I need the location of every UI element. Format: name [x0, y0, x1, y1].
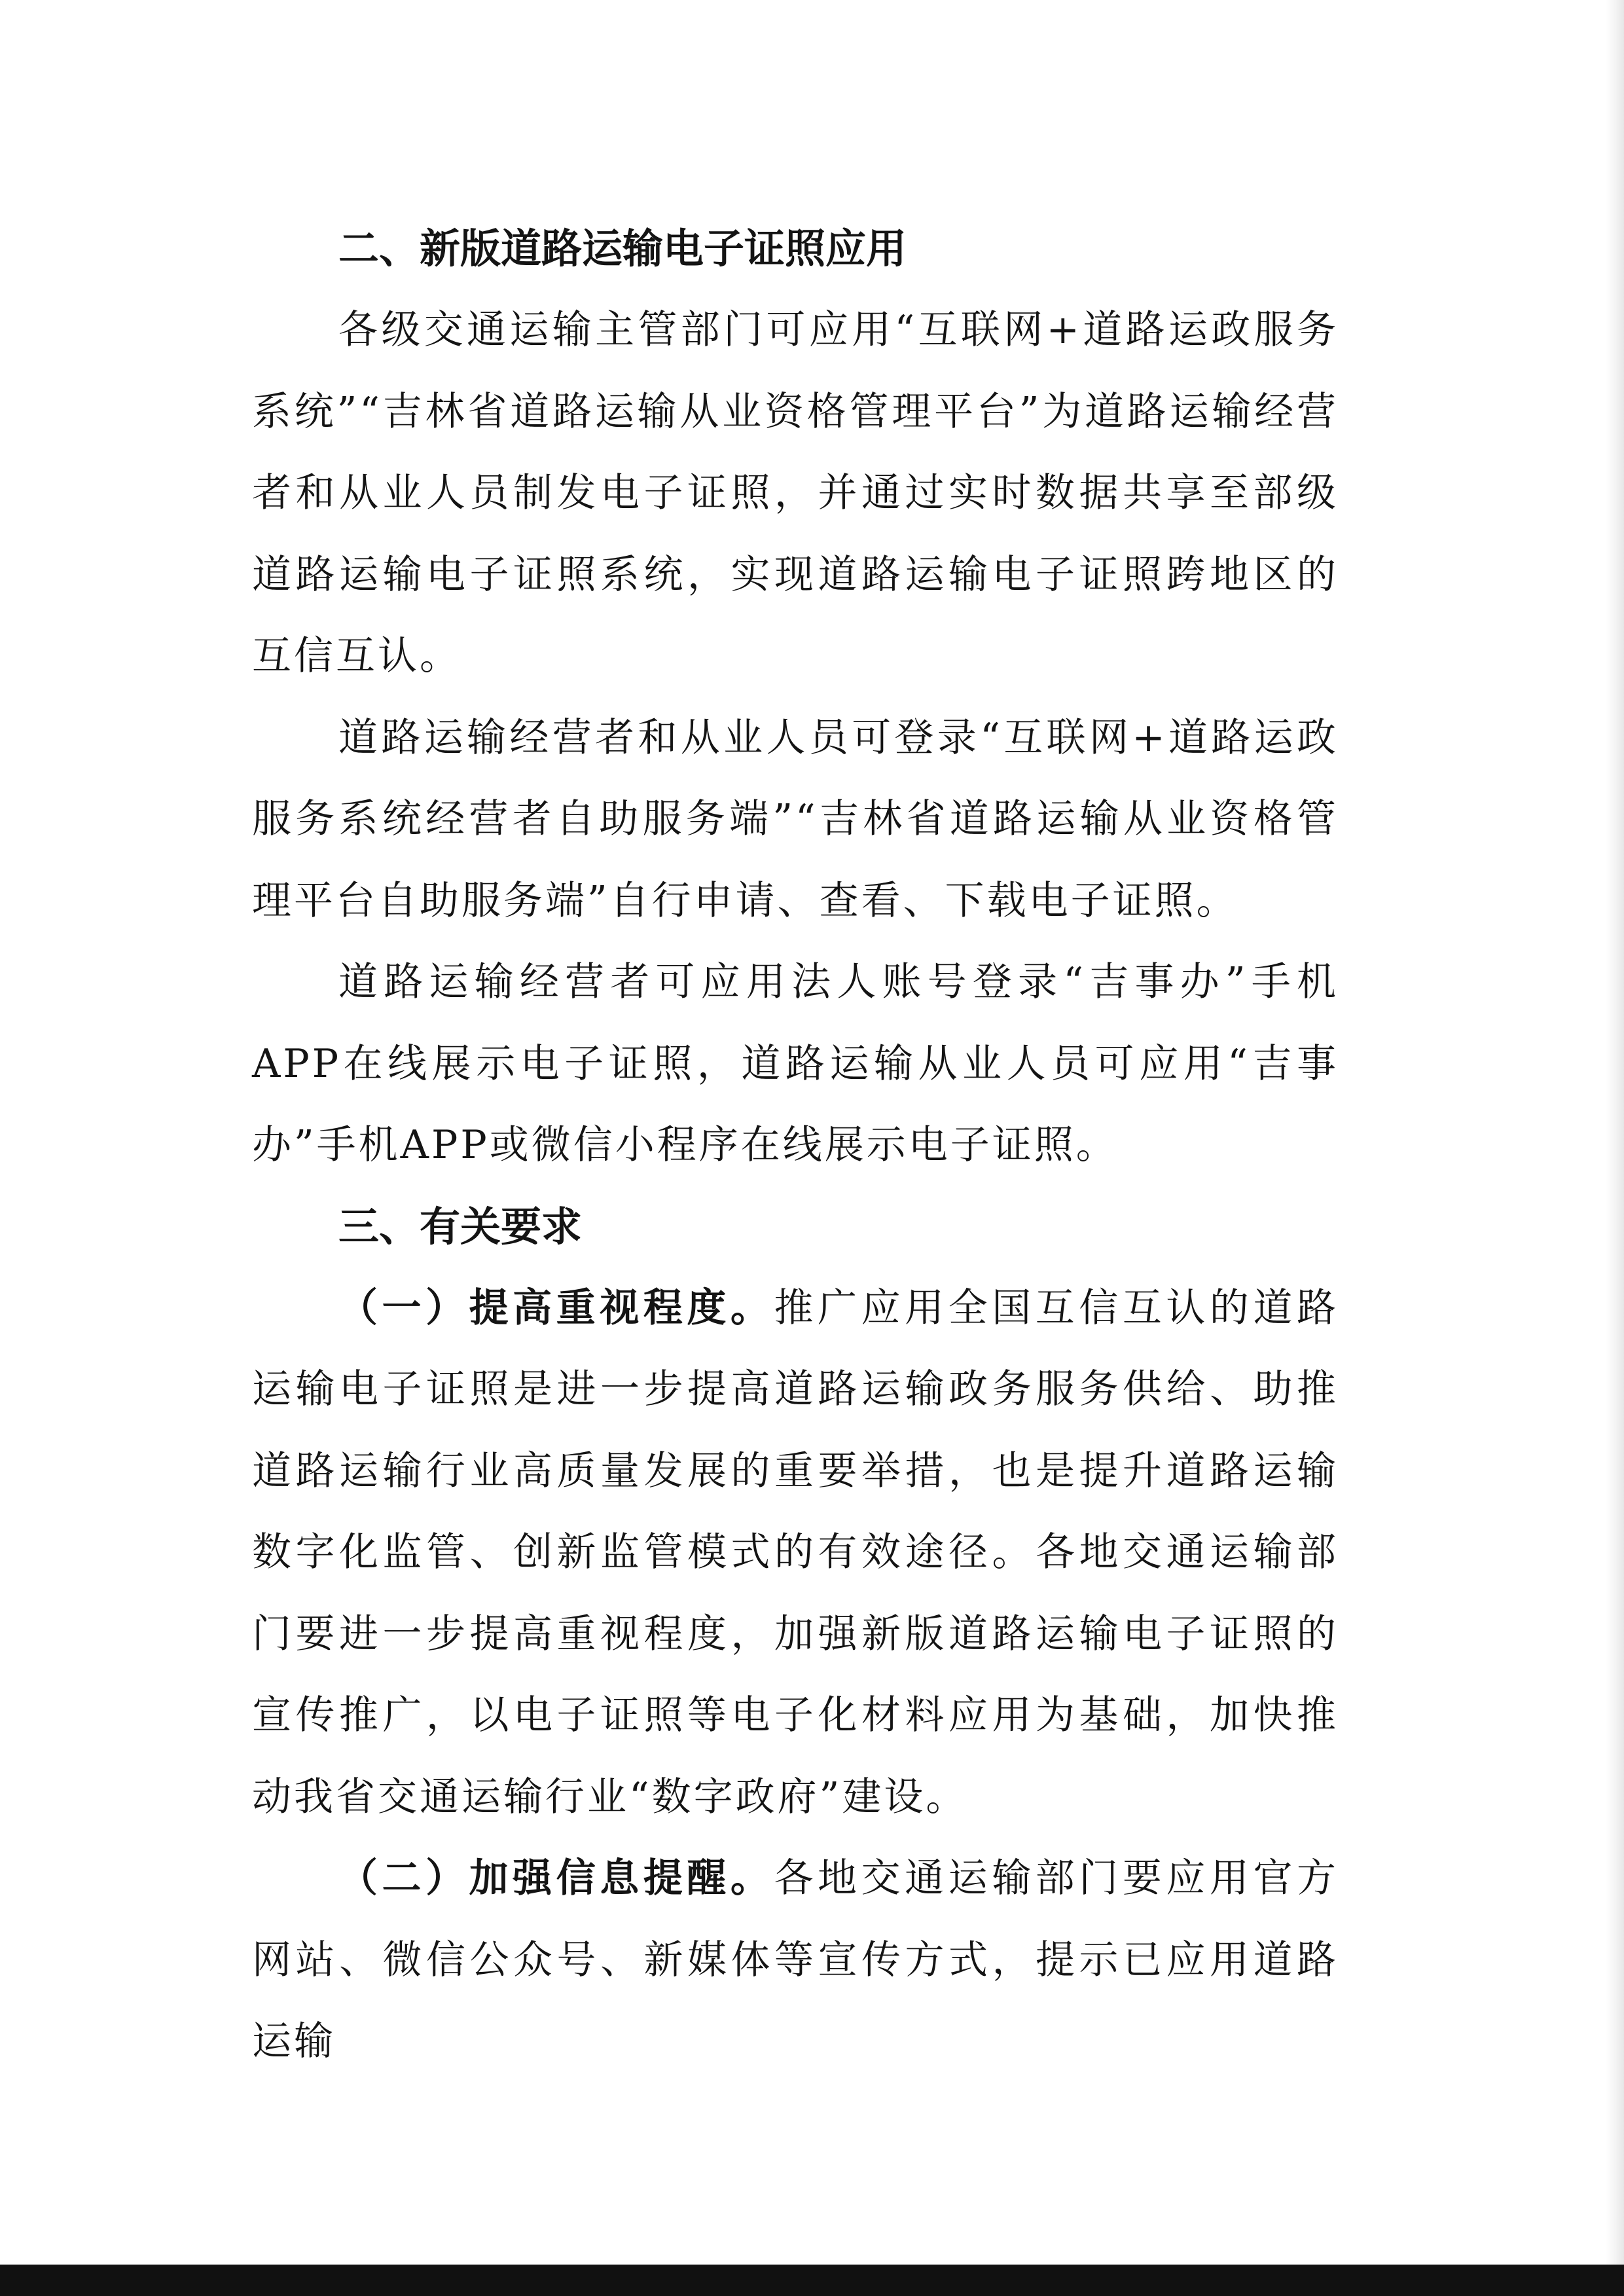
requirement-item-2-title: （二）加强信息提醒。: [338, 1855, 774, 1901]
section-two-paragraph-1: 各级交通运输主管部门可应用“互联网+道路运政服务系统”“吉林省道路运输从业资格管理平台”为道路运输经营者和从业人员制发电子证照，并通过实时数据共享至部级道路运输电子证照系统，实现道路运输电子证照跨地区的互信互认。: [252, 307, 1339, 679]
section-three-heading: 三、有关要求: [338, 1202, 583, 1250]
section-two-paragraph-3: 道路运输经营者可应用法人账号登录“吉事办”手机APP在线展示电子证照，道路运输从业人员可应用“吉事办”手机APP或微信小程序在线展示电子证照。: [252, 959, 1339, 1168]
document-body: [252, 208, 1339, 2083]
requirement-item-1-text: 推广应用全国互信互认的道路运输电子证照是进一步提高道路运输政务服务供给、助推道路运输行业高质量发展的重要举措，也是提升道路运输数字化监管、创新监管模式的有效途径。各地交通运输部门要进一步提高重视程度，加强新版道路运输电子证照的宣传推广，以电子证照等电子化材料应用为基础，加快推动我省交通运输行业“数字政府”建设。: [252, 1285, 1339, 1820]
scan-edge-right: [1606, 0, 1624, 2296]
requirement-item-2: [252, 1838, 1339, 2083]
section-two-heading: 二、新版道路运输电子证照应用: [338, 225, 907, 272]
section-two-paragraph-2: 道路运输经营者和从业人员可登录“互联网+道路运政服务系统经营者自助服务端”“吉林省道路运输从业资格管理平台自助服务端”自行申请、查看、下载电子证照。: [252, 714, 1339, 924]
requirement-item-1: [252, 1267, 1339, 1838]
requirement-item-2-text: 各地交通运输部门要应用官方网站、微信公众号、新媒体等宣传方式，提示已应用道路运输: [252, 1855, 1339, 2064]
scan-edge-bottom: [0, 2265, 1624, 2296]
requirement-item-1-title: （一）提高重视程度。: [338, 1285, 774, 1331]
